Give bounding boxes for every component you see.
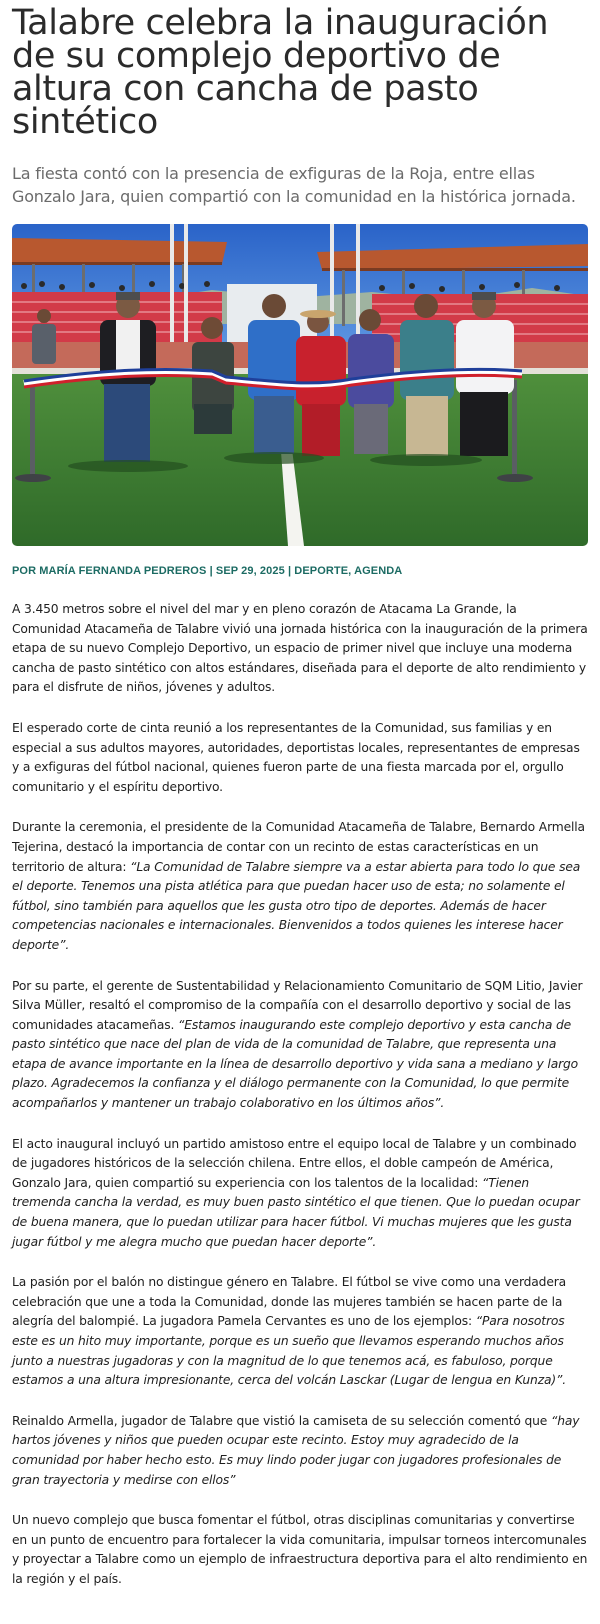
- paragraph-7: [12, 1412, 588, 1490]
- byline-separator-2: |: [287, 565, 292, 577]
- article-subtitle: La fiesta contó con la presencia de exfiguras de la Roja, entre ellas Gonzalo Jara, quien compartió con la comunidad en la histórica jornada.: [12, 164, 576, 206]
- paragraph-6: [12, 1273, 588, 1391]
- paragraph-quote: “Estamos inaugurando este complejo deportivo y esta cancha de pasto sintético que nace del plan de vida de la comunidad de Talabre, que representa una etapa de avance importante en la línea de desarrollo deportivo y vida sana a mediano y largo plazo. Agradecemos la confianza y el diálogo permanente con la Comunidad, lo que permite acompañarlos y mantener un trabajo colaborativo en los últimos años”.: [12, 1017, 579, 1111]
- paragraph-text: A 3.450 metros sobre el nivel del mar y en pleno corazón de Atacama La Grande, la Comunidad Atacameña de Talabre vivió una jornada histórica con la inauguración de la primera etapa de su nuevo Complejo Deportivo, un espacio de primer nivel que incluye una moderna cancha de pasto sintético con altos estándares, diseñada para el deporte de alto rendimiento y para el disfrute de niños, jóvenes y adultos.: [12, 602, 588, 695]
- paragraph-text: Reinaldo Armella, jugador de Talabre que vistió la camiseta de su selección comentó que: [12, 1413, 551, 1428]
- article-hero-image: [12, 224, 588, 546]
- paragraph-quote: “Tienen tremenda cancha la verdad, es muy buen pasto sintético el que tienen. Que lo puedan ocupar de buena manera, que lo puedan utilizar para hacer fútbol. Vi muchas mujeres que les gusta jugar fútbol y me alegra mucho que puedan hacer deporte”.: [12, 1175, 580, 1249]
- byline-separator: |: [209, 565, 213, 577]
- category-links[interactable]: DEPORTE, AGENDA: [294, 565, 403, 577]
- byline-prefix: POR: [12, 565, 37, 577]
- paragraph-text: El acto inaugural incluyó un partido amistoso entre el equipo local de Talabre y un combinado de jugadores históricos de la selección chilena. Entre ellos, el doble campeón de América, Gonzalo Jara, quien compartió su experiencia con los talentos de la localidad:: [12, 1136, 577, 1190]
- paragraph-text: El esperado corte de cinta reunió a los representantes de la Comunidad, sus familias y en especial a sus adultos mayores, autoridades, deportistas locales, representantes de empresas y a exfiguras del fútbol nacional, quienes fueron parte de una fiesta marcada por el, orgullo comunitario y el espíritu deportivo.: [12, 720, 580, 794]
- paragraph-8: [12, 1511, 588, 1589]
- paragraph-quote: “Para nosotros este es un hito muy importante, porque es un sueño que llevamos esperando muchos años junto a nuestras jugadoras y con la magnitud de lo que tenemos acá, es fabuloso, porque estamos a una altura impresionante, cerca del volcán Lasckar (Lugar de lengua en Kunza)”.: [12, 1314, 567, 1388]
- paragraph-5: [12, 1135, 588, 1253]
- article-title: Talabre celebra la inauguración de su complejo deportivo de altura con cancha de pasto sintético: [12, 3, 549, 142]
- article-body: [12, 600, 588, 1590]
- paragraph-quote: “hay hartos jóvenes y niños que pueden ocupar este recinto. Estoy muy agradecido de la comunidad por haber hecho esto. Es muy lindo poder jugar con jugadores profesionales de gran trayectoria y medirse con ellos”: [12, 1413, 580, 1487]
- paragraph-1: [12, 600, 588, 698]
- article-byline: [12, 564, 588, 578]
- publish-date: SEP 29, 2025: [215, 565, 285, 577]
- paragraph-text: Por su parte, el gerente de Sustentabilidad y Relacionamiento Comunitario de SQM Litio, Javier Silva Müller, resaltó el compromiso de la compañía con el desarrollo deportivo y social de las comunidades atacameñas.: [12, 978, 583, 1032]
- paragraph-2: [12, 719, 588, 797]
- paragraph-text: Un nuevo complejo que busca fomentar el fútbol, otras disciplinas comunitarias y convertirse en un punto de encuentro para fortalecer la vida comunitaria, impulsar torneos intercomunales y proyectar a Talabre como un ejemplo de infraestructura deportiva para el alto rendimiento en la región y el país.: [12, 1513, 588, 1586]
- paragraph-text: Durante la ceremonia, el presidente de la Comunidad Atacameña de Talabre, Bernardo Armella Tejerina, destacó la importancia de contar con un recinto de estas características en un territorio de altura:: [12, 820, 585, 874]
- paragraph-4: [12, 977, 588, 1114]
- paragraph-quote: “La Comunidad de Talabre siempre va a estar abierta para todo lo que sea el deporte. Tenemos una pista atlética para que puedan hacer uso de esta; no solamente el fútbol, sino también para aquellos que les gusta otro tipo de deportes. Además de hacer competencias nacionales e internacionales. Bienvenidos a todos quienes les interese hacer deporte”.: [12, 859, 581, 952]
- paragraph-3: [12, 818, 588, 955]
- author-link[interactable]: MARÍA FERNANDA PEDREROS: [39, 565, 207, 577]
- paragraph-text: La pasión por el balón no distingue género en Talabre. El fútbol se vive como una verdadera celebración que une a toda la Comunidad, donde las mujeres también se hacen parte de la alegría del balompié. La jugadora Pamela Cervantes es uno de los ejemplos:: [12, 1275, 567, 1329]
